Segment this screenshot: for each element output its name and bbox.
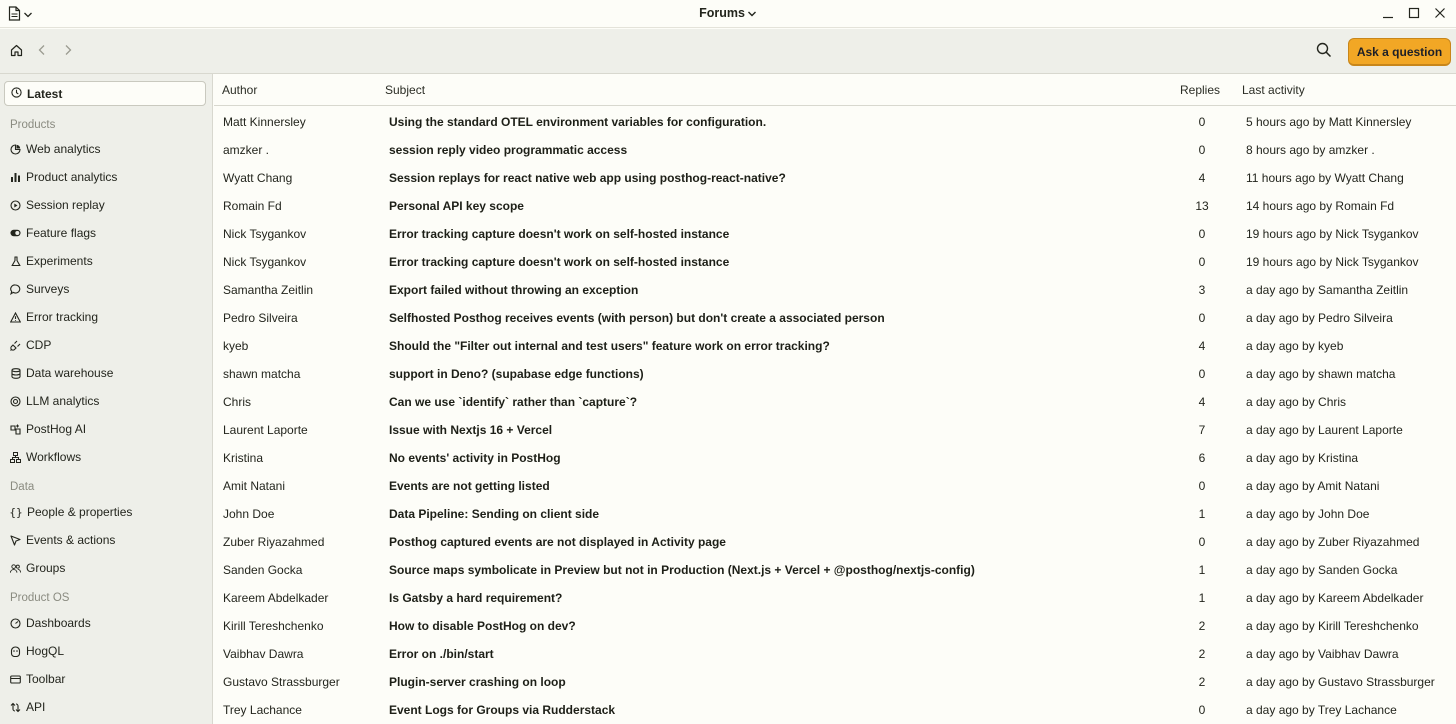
flask-icon	[10, 256, 21, 267]
table-row[interactable]	[214, 584, 1456, 612]
sidebar-item-cdp[interactable]	[10, 336, 51, 354]
groups-icon	[10, 563, 21, 574]
toggle-icon	[10, 228, 21, 239]
search-icon[interactable]	[1316, 42, 1334, 60]
topic-reply-count: 4	[1198, 395, 1206, 409]
table-row[interactable]	[214, 416, 1456, 444]
topic-subject-link[interactable]: Event Logs for Groups via Rudderstack	[389, 703, 616, 717]
topic-last-activity: a day ago by Trey Lachance	[1246, 703, 1397, 717]
topic-author: Nick Tsygankov	[223, 255, 307, 269]
topic-subject-link[interactable]: Error tracking capture doesn't work on self-hosted instance	[389, 227, 730, 241]
topic-last-activity: 5 hours ago by Matt Kinnersley	[1246, 115, 1412, 129]
sidebar-item-label: People & properties	[27, 505, 133, 519]
topic-subject-link[interactable]: Using the standard OTEL environment variables for configuration.	[389, 115, 767, 129]
topic-author: Kareem Abdelkader	[223, 591, 329, 605]
table-row[interactable]	[214, 528, 1456, 556]
header-subject[interactable]: Subject	[385, 83, 426, 97]
web-analytics-icon	[10, 144, 21, 155]
topic-author: Zuber Riyazahmed	[223, 535, 325, 549]
sidebar-item-posthog-ai[interactable]	[10, 420, 86, 438]
table-row[interactable]	[214, 276, 1456, 304]
topic-last-activity: a day ago by Gustavo Strassburger	[1246, 675, 1435, 689]
chevron-down-icon	[747, 7, 757, 21]
sidebar-item-label: PostHog AI	[26, 422, 87, 436]
table-row[interactable]	[214, 108, 1456, 136]
topic-subject-link[interactable]: Should the "Filter out internal and test users" feature work on error tracking?	[389, 339, 830, 353]
table-row[interactable]	[214, 192, 1456, 220]
sidebar-item-label: Groups	[26, 561, 66, 575]
table-row[interactable]	[214, 668, 1456, 696]
table-row[interactable]	[214, 304, 1456, 332]
topic-subject-link[interactable]: Source maps symbolicate in Preview but not in Production (Next.js + Vercel + @posthog/nextjs-config)	[389, 563, 975, 577]
maximize-icon[interactable]	[1404, 4, 1424, 22]
topic-reply-count: 4	[1198, 339, 1206, 353]
sidebar-item-label: Error tracking	[26, 310, 99, 324]
sidebar-item-toolbar[interactable]	[10, 670, 65, 688]
topic-subject-link[interactable]: Plugin-server crashing on loop	[389, 675, 566, 689]
table-row[interactable]	[214, 640, 1456, 668]
topic-last-activity: a day ago by shawn matcha	[1246, 367, 1396, 381]
topic-author: Pedro Silveira	[223, 311, 298, 325]
topic-subject-link[interactable]: How to disable PostHog on dev?	[389, 619, 576, 633]
topic-author: Matt Kinnersley	[223, 115, 306, 129]
topic-author: Romain Fd	[223, 199, 282, 213]
sidebar-item-label: CDP	[26, 338, 52, 352]
sidebar-item-llm-analytics[interactable]	[10, 392, 99, 410]
topic-reply-count: 0	[1198, 115, 1206, 129]
topic-author: Laurent Laporte	[223, 423, 308, 437]
sidebar-item-dashboards[interactable]	[10, 614, 91, 632]
sparkle-icon	[10, 424, 21, 435]
topic-author: Gustavo Strassburger	[223, 675, 340, 689]
sidebar-item-web-analytics[interactable]	[10, 140, 100, 158]
sidebar-item-label: Feature flags	[26, 226, 97, 240]
topic-last-activity: 14 hours ago by Romain Fd	[1246, 199, 1395, 213]
topic-last-activity: a day ago by Chris	[1246, 395, 1347, 409]
table-row[interactable]	[214, 360, 1456, 388]
sidebar-item-label: Events & actions	[26, 533, 116, 547]
sidebar-item-label: Toolbar	[26, 672, 66, 686]
back-icon[interactable]	[34, 42, 50, 58]
topic-reply-count: 1	[1198, 507, 1206, 521]
llm-icon	[10, 396, 21, 407]
table-row[interactable]	[214, 332, 1456, 360]
topic-last-activity: a day ago by Amit Natani	[1246, 479, 1380, 493]
sidebar-item-label: Latest	[27, 86, 63, 101]
topic-subject-link[interactable]: session reply video programmatic access	[389, 143, 628, 157]
window-title-text: Forums	[699, 6, 745, 20]
topic-reply-count: 0	[1198, 479, 1206, 493]
table-row[interactable]	[214, 444, 1456, 472]
topic-reply-count: 3	[1198, 283, 1206, 297]
topic-last-activity: a day ago by Sanden Gocka	[1246, 563, 1398, 577]
sidebar-item-product-analytics[interactable]	[10, 168, 117, 186]
topic-subject-link[interactable]: Session replays for react native web app using posthog-react-native?	[389, 171, 786, 185]
topic-last-activity: a day ago by John Doe	[1246, 507, 1370, 521]
topic-last-activity: a day ago by Kirill Tereshchenko	[1246, 619, 1419, 633]
close-icon[interactable]	[1430, 4, 1450, 22]
workflow-icon	[10, 452, 21, 463]
table-row[interactable]	[214, 164, 1456, 192]
topic-reply-count: 6	[1198, 451, 1206, 465]
bar-chart-icon	[10, 172, 21, 183]
topic-reply-count: 0	[1198, 703, 1206, 717]
sidebar-item-label: Session replay	[26, 198, 105, 212]
topic-reply-count: 4	[1198, 171, 1206, 185]
warning-icon	[10, 312, 21, 323]
header-replies[interactable]: Replies	[1180, 83, 1221, 97]
sidebar-item-label: API	[26, 700, 46, 714]
message-icon	[10, 284, 21, 295]
sidebar-item-label: Dashboards	[26, 616, 91, 630]
topic-subject-link[interactable]: Error on ./bin/start	[389, 647, 494, 661]
topic-reply-count: 0	[1198, 535, 1206, 549]
topic-subject-link[interactable]: Can we use `identify` rather than `capture`?	[389, 395, 638, 409]
topic-reply-count: 2	[1198, 619, 1206, 633]
sidebar-item-events-actions[interactable]	[10, 531, 115, 549]
topic-subject-link[interactable]: Export failed without throwing an exception	[389, 283, 639, 297]
sidebar-item-label: LLM analytics	[26, 394, 100, 408]
topic-author: Trey Lachance	[223, 703, 302, 717]
topic-author: amzker .	[223, 143, 270, 157]
topic-author: Vaibhav Dawra	[223, 647, 304, 661]
section-label-product-os: Product OS	[10, 592, 70, 604]
topic-author: Amit Natani	[223, 479, 286, 493]
dashboard-icon	[10, 618, 21, 629]
sidebar-item-api[interactable]	[10, 698, 45, 716]
sidebar-item-workflows[interactable]	[10, 448, 81, 466]
sidebar-item-label: Experiments	[26, 254, 93, 268]
table-row[interactable]	[214, 136, 1456, 164]
sidebar-item-session-replay[interactable]	[10, 196, 105, 214]
topic-subject-link[interactable]: No events' activity in PostHog	[389, 451, 561, 465]
topic-last-activity: a day ago by Vaibhav Dawra	[1246, 647, 1399, 661]
topic-author: Sanden Gocka	[223, 563, 303, 577]
table-row[interactable]	[214, 696, 1456, 724]
topic-reply-count: 1	[1198, 563, 1206, 577]
database-icon	[10, 368, 21, 379]
sidebar-item-label: Surveys	[26, 282, 70, 296]
sidebar-item-data-warehouse[interactable]	[10, 364, 113, 382]
home-icon[interactable]	[8, 42, 24, 58]
topic-last-activity: 11 hours ago by Wyatt Chang	[1246, 171, 1404, 185]
topic-last-activity: a day ago by Kristina	[1246, 451, 1359, 465]
topic-reply-count: 0	[1198, 255, 1206, 269]
topic-subject-link[interactable]: Is Gatsby a hard requirement?	[389, 591, 563, 605]
topic-reply-count: 2	[1198, 647, 1206, 661]
header-author[interactable]: Author	[222, 83, 258, 97]
ask-question-button[interactable]: Ask a question	[1348, 38, 1451, 66]
topic-author: Wyatt Chang	[223, 171, 293, 185]
topic-author: Kristina	[223, 451, 264, 465]
topic-reply-count: 13	[1195, 199, 1209, 213]
topic-author: Kirill Tereshchenko	[223, 619, 324, 633]
cursor-icon	[10, 535, 21, 546]
sidebar-item-people-properties[interactable]	[10, 503, 132, 521]
table-row[interactable]	[214, 556, 1456, 584]
sidebar-item-label: HogQL	[26, 644, 65, 658]
topic-subject-link[interactable]: Posthog captured events are not displayed in Activity page	[389, 535, 726, 549]
topic-subject-link[interactable]: support in Deno? (supabase edge functions)	[389, 367, 644, 381]
topic-author: kyeb	[223, 339, 249, 353]
topic-reply-count: 0	[1198, 143, 1206, 157]
topic-last-activity: a day ago by Kareem Abdelkader	[1246, 591, 1424, 605]
topic-last-activity: a day ago by kyeb	[1246, 339, 1344, 353]
table-header	[214, 74, 1456, 106]
topic-subject-link[interactable]: Selfhosted Posthog receives events (with person) but don't create a associated person	[389, 311, 885, 325]
forum-topics-table	[214, 74, 1456, 724]
sidebar	[0, 74, 213, 724]
header-last-activity[interactable]: Last activity	[1242, 83, 1305, 97]
table-row[interactable]	[214, 500, 1456, 528]
toolbar	[0, 29, 1456, 74]
topic-last-activity: a day ago by Zuber Riyazahmed	[1246, 535, 1420, 549]
topic-reply-count: 7	[1198, 423, 1206, 437]
sidebar-item-feature-flags[interactable]	[10, 224, 96, 242]
topic-subject-link[interactable]: Issue with Nextjs 16 + Vercel	[389, 423, 553, 437]
clock-icon	[11, 87, 22, 101]
sidebar-item-label: Data warehouse	[26, 366, 114, 380]
topic-last-activity: a day ago by Laurent Laporte	[1246, 423, 1403, 437]
sidebar-item-error-tracking[interactable]	[10, 308, 98, 326]
replay-icon	[10, 200, 21, 211]
section-label-products: Products	[10, 119, 56, 131]
window-titlebar	[0, 0, 1456, 28]
topic-last-activity: 19 hours ago by Nick Tsygankov	[1246, 255, 1419, 269]
topic-reply-count: 2	[1198, 675, 1206, 689]
api-icon	[10, 702, 21, 713]
sidebar-item-groups[interactable]	[10, 559, 65, 577]
braces-icon: {}	[9, 505, 23, 519]
topic-author: Chris	[223, 395, 252, 409]
topic-reply-count: 0	[1198, 311, 1206, 325]
table-row[interactable]	[214, 220, 1456, 248]
topic-subject-link[interactable]: Events are not getting listed	[389, 479, 550, 493]
topic-reply-count: 0	[1198, 367, 1206, 381]
table-row[interactable]	[214, 472, 1456, 500]
table-row[interactable]	[214, 248, 1456, 276]
sidebar-item-surveys[interactable]	[10, 280, 69, 298]
topic-author: Samantha Zeitlin	[223, 283, 314, 297]
table-row[interactable]	[214, 388, 1456, 416]
sidebar-item-experiments[interactable]	[10, 252, 93, 270]
topic-last-activity: a day ago by Samantha Zeitlin	[1246, 283, 1409, 297]
minimize-icon[interactable]	[1378, 4, 1398, 22]
sidebar-item-latest[interactable]	[4, 81, 206, 106]
window-title[interactable]	[0, 6, 1456, 21]
topic-author: shawn matcha	[223, 367, 301, 381]
topic-subject-link[interactable]: Error tracking capture doesn't work on self-hosted instance	[389, 255, 730, 269]
topic-last-activity: 19 hours ago by Nick Tsygankov	[1246, 227, 1419, 241]
topic-last-activity: 8 hours ago by amzker .	[1246, 143, 1375, 157]
hog-icon	[10, 646, 21, 657]
plug-icon	[10, 340, 21, 351]
topic-reply-count: 0	[1198, 227, 1206, 241]
topic-reply-count: 1	[1198, 591, 1206, 605]
topic-last-activity: a day ago by Pedro Silveira	[1246, 311, 1393, 325]
toolbar-icon	[10, 674, 21, 685]
forward-icon[interactable]	[60, 42, 76, 58]
sidebar-item-label: Product analytics	[26, 170, 118, 184]
topic-subject-link[interactable]: Data Pipeline: Sending on client side	[389, 507, 600, 521]
sidebar-item-hogql[interactable]	[10, 642, 64, 660]
sidebar-item-label: Workflows	[26, 450, 82, 464]
topic-author: Nick Tsygankov	[223, 227, 307, 241]
table-row[interactable]	[214, 612, 1456, 640]
section-label-data: Data	[10, 481, 35, 493]
topic-author: John Doe	[223, 507, 275, 521]
sidebar-item-label: Web analytics	[26, 142, 101, 156]
topic-subject-link[interactable]: Personal API key scope	[389, 199, 524, 213]
